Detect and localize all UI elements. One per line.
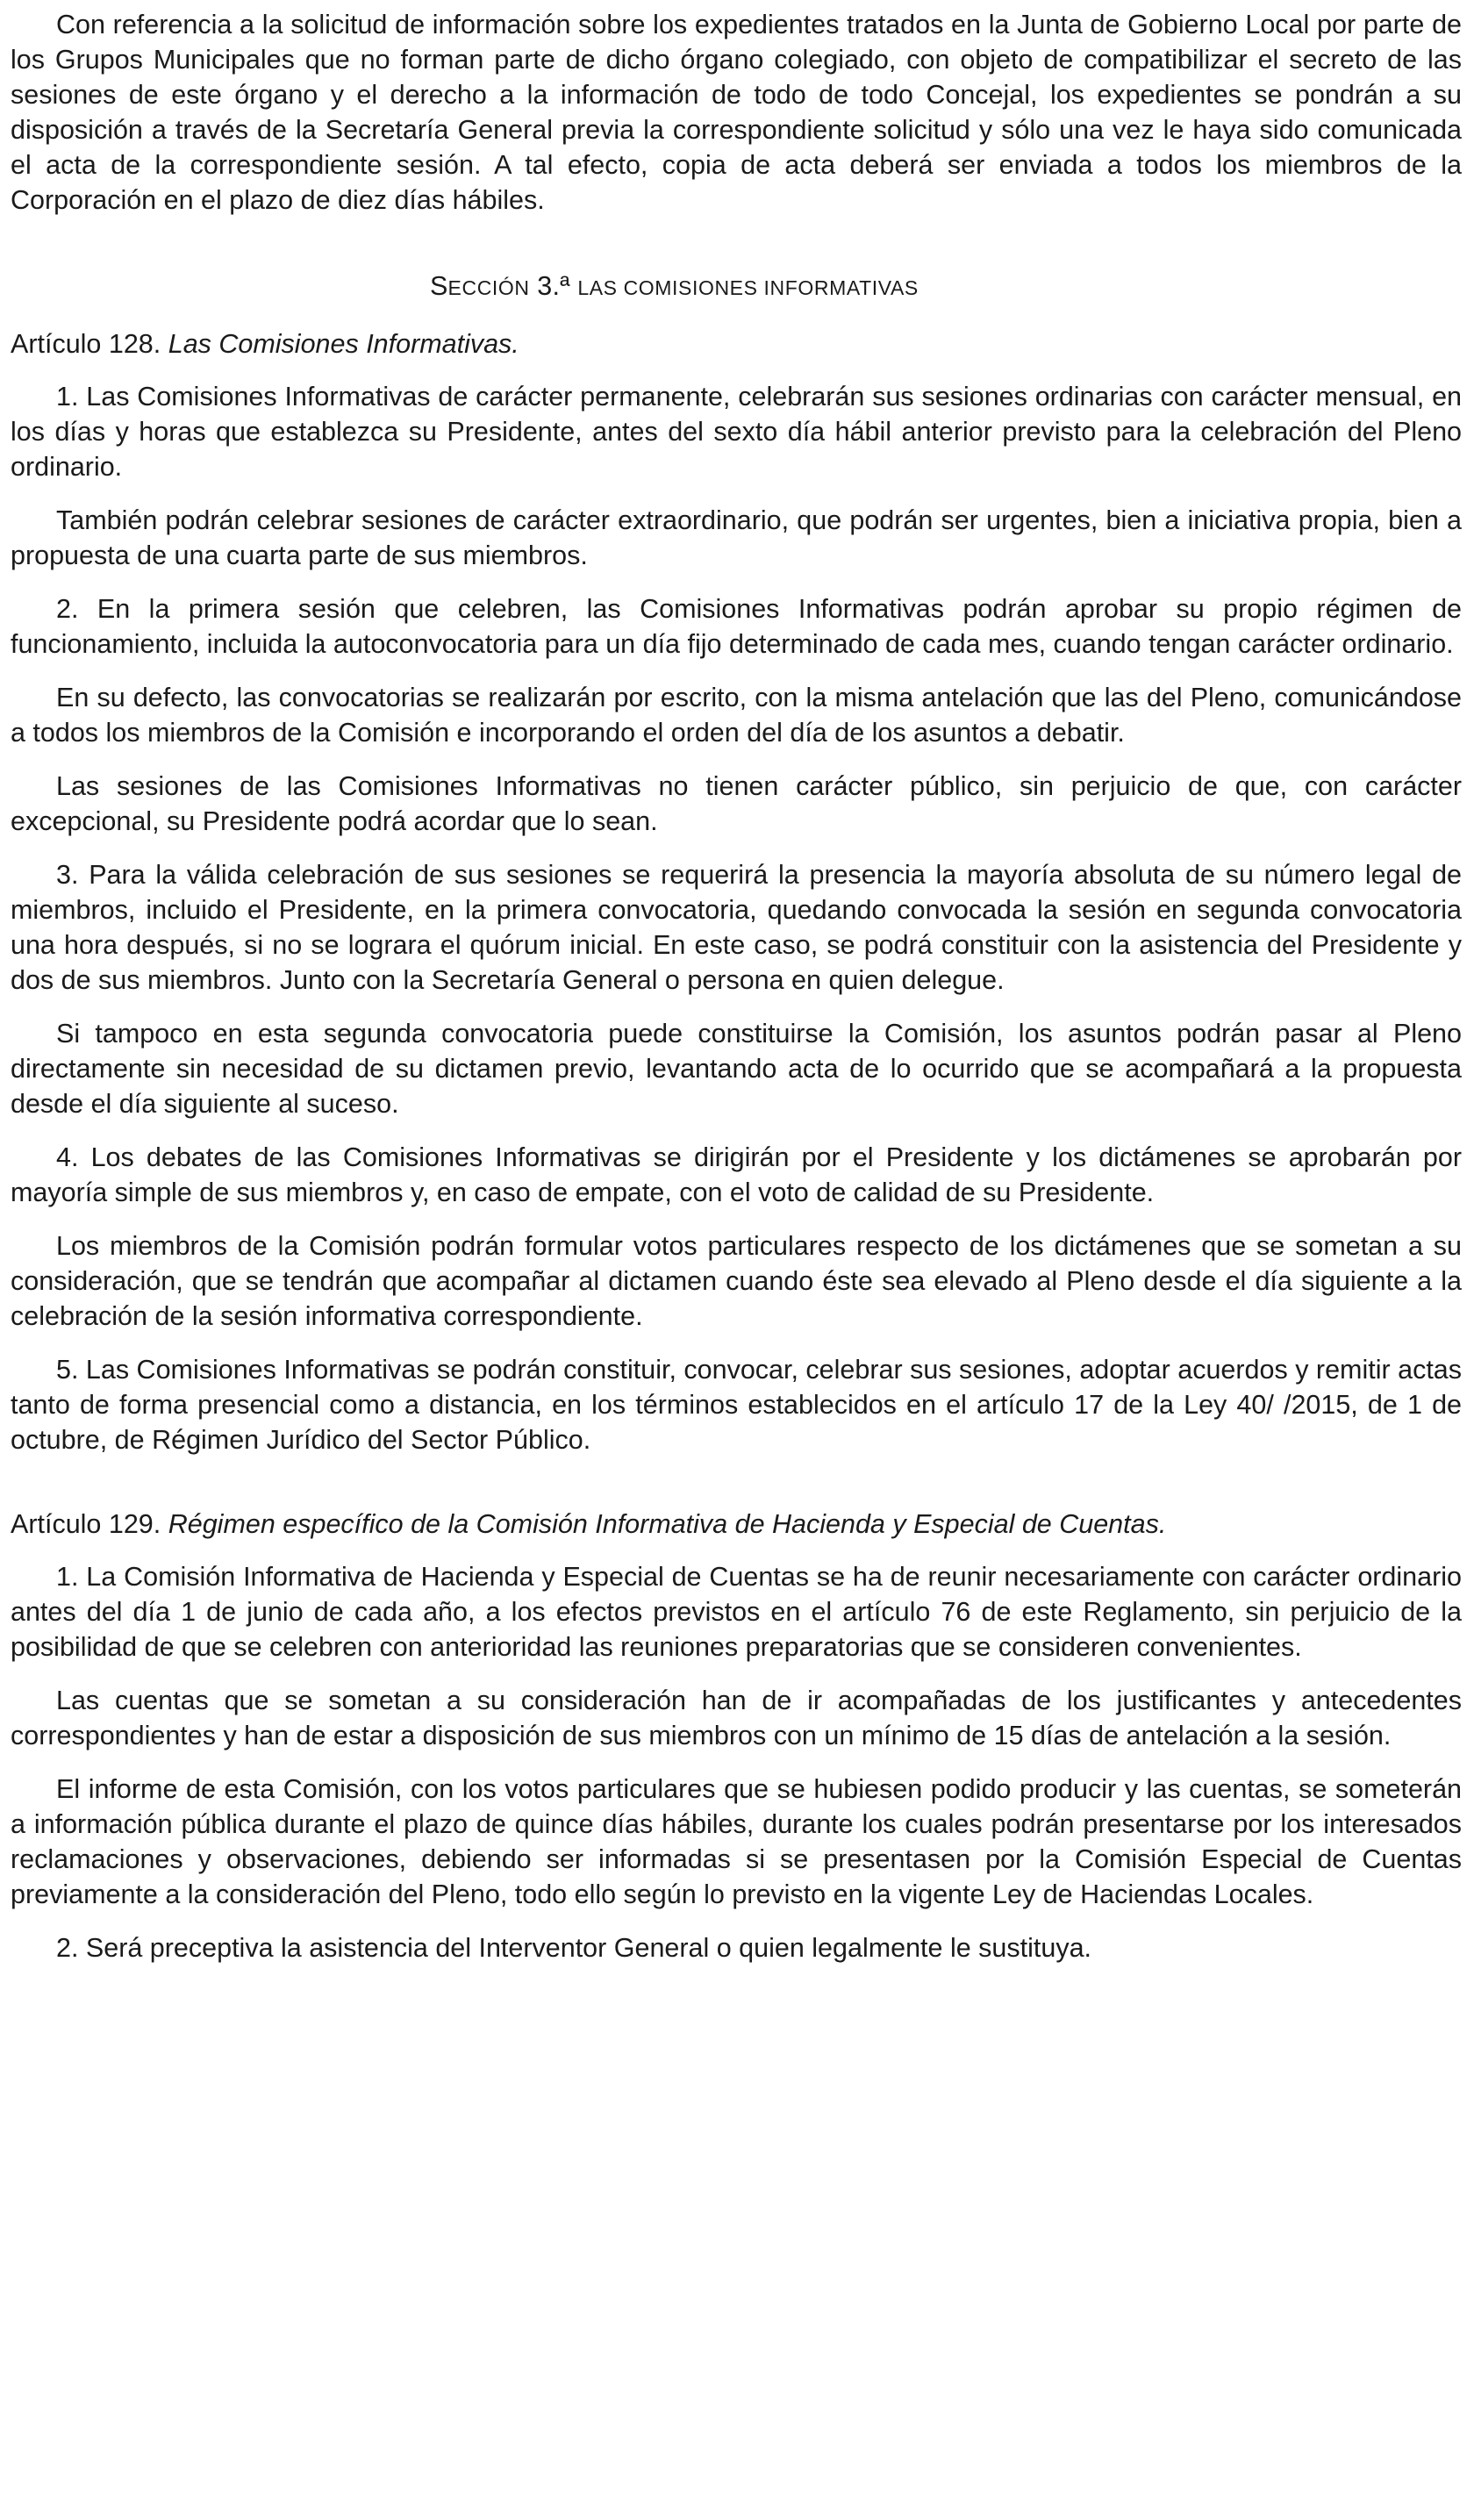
article-128-paragraph: Las sesiones de las Comisiones Informativas no tienen carácter público, sin perjuicio de que, con carácter excepcional, su Presidente podrá acordar que lo sean. [11,771,1462,836]
article-129-paragraph: 1. La Comisión Informativa de Hacienda y Especial de Cuentas se ha de reunir necesariamente con carácter ordinario antes del día 1 de junio de cada año, a los efectos previstos en el artículo 76 de este Reglamento, sin perjuicio de la posibilidad de que se celebren con anterioridad las reuniones preparatorias que se consideren convenientes. [11,1562,1462,1662]
article-128-paragraph: También podrán celebrar sesiones de carácter extraordinario, que podrán ser urgentes, bien a iniciativa propia, bien a propuesta de una cuarta parte de sus miembros. [11,505,1462,570]
article-129-paragraph: El informe de esta Comisión, con los votos particulares que se hubiesen podido producir y las cuentas, se someterán a información pública durante el plazo de quince días hábiles, durante los cuales podrán presentarse por los interesados reclamaciones y observaciones, debiendo ser informadas si se presentasen por la Comisión Especial de Cuentas previamente a la consideración del Pleno, todo ello según lo previsto en la vigente Ley de Haciendas Locales. [11,1774,1462,1909]
section-heading-number: 3.ª [537,271,570,301]
article-129-name: Régimen específico de la Comisión Informativa de Hacienda y Especial de Cuentas. [168,1509,1167,1539]
article-128-paragraph: 4. Los debates de las Comisiones Informativas se dirigirán por el Presidente y los dictámenes se aprobarán por mayoría simple de sus miembros y, en caso de empate, con el voto de calidad de su Presidente. [11,1142,1462,1207]
article-128-number: Artículo 128. [11,329,161,359]
article-128-title [11,326,1462,362]
article-128-paragraph: 5. Las Comisiones Informativas se podrán constituir, convocar, celebrar sus sesiones, adoptar acuerdos y remitir actas tanto de forma presencial como a distancia, en los términos establecidos en el artículo 17 de la Ley 40/ /2015, de 1 de octubre, de Régimen Jurídico del Sector Público. [11,1355,1463,1455]
article-129-paragraph: 2. Será preceptiva la asistencia del Interventor General o quien legalmente le sustituya. [56,1933,1092,1963]
article-128-paragraph: Los miembros de la Comisión podrán formular votos particulares respecto de los dictámenes que se sometan a su consideración, que se tendrán que acompañar al dictamen cuando éste sea elevado al Pleno desde el día siguiente a la celebración de la sesión informativa correspondiente. [11,1231,1462,1331]
article-129-title [11,1507,1462,1542]
article-128-paragraph: 1. Las Comisiones Informativas de carácter permanente, celebrarán sus sesiones ordinarias con carácter mensual, en los días y horas que establezca su Presidente, antes del sexto día hábil anterior previsto para la celebración del Pleno ordinario. [11,382,1462,482]
article-129-number: Artículo 129. [11,1509,161,1539]
article-128-name: Las Comisiones Informativas. [168,329,519,359]
article-128-paragraph: 3. Para la válida celebración de sus sesiones se requerirá la presencia la mayoría absoluta de su número legal de miembros, incluido el Presidente, en la primera convocatoria, quedando convocada la sesión en segunda convocatoria una hora después, si no se lograra el quórum inicial. En este caso, se podrá constituir con la asistencia del Presidente y dos de sus miembros. Junto con la Secretaría General o persona en quien delegue. [11,860,1462,995]
document-page [11,7,1462,1984]
article-128-paragraph: Si tampoco en esta segunda convocatoria puede constituirse la Comisión, los asuntos podrán pasar al Pleno directamente sin necesidad de su dictamen previo, levantando acta de lo ocurrido que se acompañará a la propuesta desde el día siguiente al suceso. [11,1019,1462,1119]
article-129-paragraph: Las cuentas que se sometan a su consideración han de ir acompañadas de los justificantes y antecedentes correspondientes y han de estar a disposición de sus miembros con un mínimo de 15 días de antelación a la sesión. [11,1686,1462,1750]
intro-paragraph: Con referencia a la solicitud de información sobre los expedientes tratados en la Junta de Gobierno Local por parte de los Grupos Municipales que no forman parte de dicho órgano colegiado, con objeto de compatibilizar el secreto de las sesiones de este órgano y el derecho a la información de todo de todo Concejal, los expedientes se pondrán a su disposición a través de la Secretaría General previa la correspondiente solicitud y sólo una vez le haya sido comunicada el acta de la correspondiente sesión. A tal efecto, copia de acta deberá ser enviada a todos los miembros de la Corporación en el plazo de diez días hábiles. [11,10,1462,215]
section-heading-initial: S [430,271,448,301]
article-128-paragraph: En su defecto, las convocatorias se realizarán por escrito, con la misma antelación que las del Pleno, comunicándose a todos los miembros de la Comisión e incorporando el orden del día de los asuntos a debatir. [11,683,1462,748]
section-heading-title: LAS COMISIONES INFORMATIVAS [577,276,919,299]
article-128-paragraph: 2. En la primera sesión que celebren, las Comisiones Informativas podrán aprobar su propio régimen de funcionamiento, incluida la autoconvocatoria para un día fijo determinado de cada mes, cuando tengan carácter ordinario. [11,594,1462,659]
section-heading [11,268,1462,305]
section-heading-word: ECCIÓN [447,276,530,299]
